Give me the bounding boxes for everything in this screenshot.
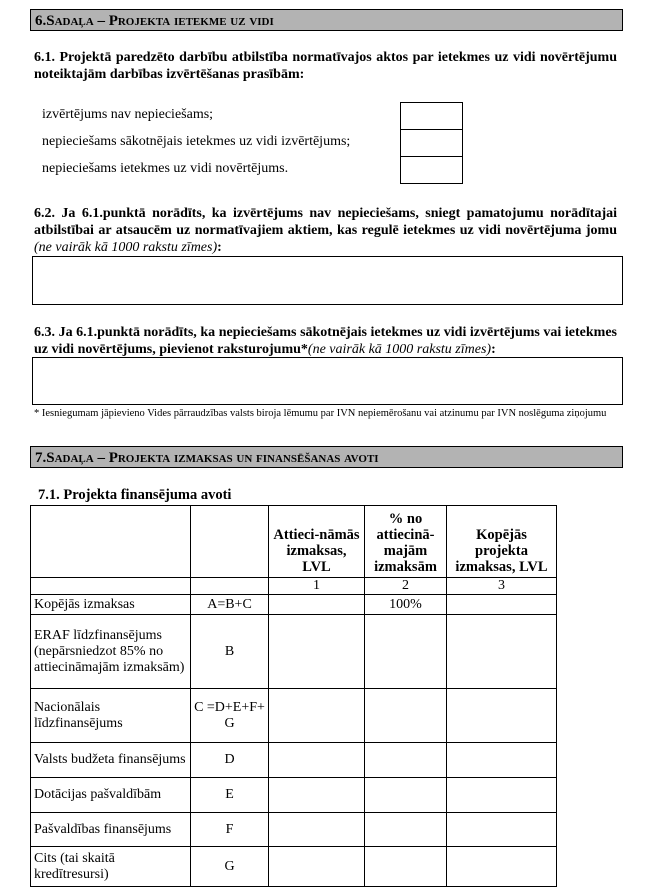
question-text: 6.2. Ja 6.1.punktā norādīts, ka izvērtējums nav nepieciešams, sniegt pamatojumu norādītajai atbilstībai ar atsaucēm uz normatīvajiem aktiem, kas regulē ietekmes uz vidi novērtējuma jomu [34, 206, 617, 238]
percent-cell[interactable] [365, 689, 447, 743]
row-label: Valsts budžeta finansējums [31, 743, 191, 778]
header-eligible-costs: Attieci-nāmās izmaksas, LVL [269, 506, 365, 578]
row-label: Cits (tai skaitā kredītresursi) [31, 847, 191, 887]
eligible-cost-cell[interactable] [269, 813, 365, 847]
row-code: D [191, 743, 269, 778]
option-checkbox[interactable] [400, 156, 463, 184]
total-cost-cell[interactable] [447, 847, 557, 887]
section-7-header: 7.Sadaļa – Projekta izmaksas un finansēšanas avoti [30, 446, 623, 468]
eligible-cost-cell[interactable] [269, 595, 365, 615]
percent-cell[interactable] [365, 743, 447, 778]
row-code: F [191, 813, 269, 847]
row-code: E [191, 778, 269, 813]
option-checkbox[interactable] [400, 102, 463, 130]
table-row [31, 595, 557, 615]
table-row [31, 689, 557, 743]
char-limit-note: (ne vairāk kā 1000 rakstu zīmes) [34, 240, 218, 255]
total-cost-cell[interactable] [447, 689, 557, 743]
col-number: 3 [447, 578, 557, 595]
row-code: C =D+E+F+ G [191, 689, 269, 743]
eligible-cost-cell[interactable] [269, 615, 365, 689]
footnote: * Iesniegumam jāpievieno Vides pārraudzības valsts biroja lēmumu par IVN nepiemērošanu vai atzinumu par IVN noslēguma ziņojumu [34, 408, 607, 419]
table-title: 7.1. Projekta finansējuma avoti [38, 487, 232, 503]
total-cost-cell[interactable] [447, 743, 557, 778]
eligible-cost-cell[interactable] [269, 689, 365, 743]
table-row [31, 813, 557, 847]
table-row [31, 778, 557, 813]
eligible-cost-cell[interactable] [269, 847, 365, 887]
eligible-cost-cell[interactable] [269, 778, 365, 813]
char-limit-note: (ne vairāk kā 1000 rakstu zīmes) [307, 342, 492, 357]
col-number: 1 [269, 578, 365, 595]
percent-cell[interactable] [365, 615, 447, 689]
question-6-2: 6.2. Ja 6.1.punktā norādīts, ka izvērtējums nav nepieciešams, sniegt pamatojumu norādītajai atbilstībai ar atsaucēm uz normatīvajiem aktiem, kas regulē ietekmes uz vidi novērtējuma jomu (ne vairāk kā 1000 rakstu zīmes): [34, 206, 617, 255]
row-code: A=B+C [191, 595, 269, 615]
table-row [31, 743, 557, 778]
option-checkbox[interactable] [400, 129, 463, 157]
row-label: ERAF līdzfinansējums (nepārsniedzot 85% no attiecināmajām izmaksām) [31, 615, 191, 689]
table-row [31, 615, 557, 689]
question-6-3: 6.3. Ja 6.1.punktā norādīts, ka nepieciešams sākotnējais ietekmes uz vidi izvērtējums vai ietekmes uz vidi novērtējums, pievienot raksturojumu*(ne vairāk kā 1000 rakstu zīmes): [34, 325, 617, 357]
row-label: Nacionālais līdzfinansējums [31, 689, 191, 743]
section-6-header: 6.Sadaļa – Projekta ietekme uz vidi [30, 9, 623, 31]
question-text: 6.3. Ja 6.1.punktā norādīts, ka nepieciešams sākotnējais ietekmes uz vidi izvērtējums vai ietekmes uz vidi novērtējums, pievienot raksturojumu* [34, 325, 617, 357]
row-code: G [191, 847, 269, 887]
empty-header [31, 506, 191, 578]
option-label: izvērtējums nav nepieciešams; [42, 107, 214, 122]
row-label: Pašvaldības finansējums [31, 813, 191, 847]
row-code: B [191, 615, 269, 689]
table-row [31, 847, 557, 887]
empty-header [191, 506, 269, 578]
total-cost-cell[interactable] [447, 615, 557, 689]
percent-cell[interactable] [365, 813, 447, 847]
description-textbox[interactable] [32, 357, 623, 405]
financing-table [30, 505, 557, 887]
option-label: nepieciešams sākotnējais ietekmes uz vidi izvērtējums; [42, 134, 351, 149]
row-label: Dotācijas pašvaldībām [31, 778, 191, 813]
question-6-1: 6.1. Projektā paredzēto darbību atbilstība normatīvajos aktos par ietekmes uz vidi novērtējumu noteiktajām darbības izvērtēšanas prasībām: [34, 50, 617, 82]
total-cost-cell[interactable] [447, 813, 557, 847]
col-number: 2 [365, 578, 447, 595]
header-total-costs: Kopējās projekta izmaksas, LVL [447, 506, 557, 578]
total-cost-cell[interactable] [447, 778, 557, 813]
percent-cell[interactable]: 100% [365, 595, 447, 615]
justification-textbox[interactable] [32, 256, 623, 305]
row-label: Kopējās izmaksas [31, 595, 191, 615]
option-label: nepieciešams ietekmes uz vidi novērtējums. [42, 161, 289, 176]
header-percent: % no attiecinā-majām izmaksām [365, 506, 447, 578]
total-cost-cell[interactable] [447, 595, 557, 615]
percent-cell[interactable] [365, 847, 447, 887]
percent-cell[interactable] [365, 778, 447, 813]
eligible-cost-cell[interactable] [269, 743, 365, 778]
